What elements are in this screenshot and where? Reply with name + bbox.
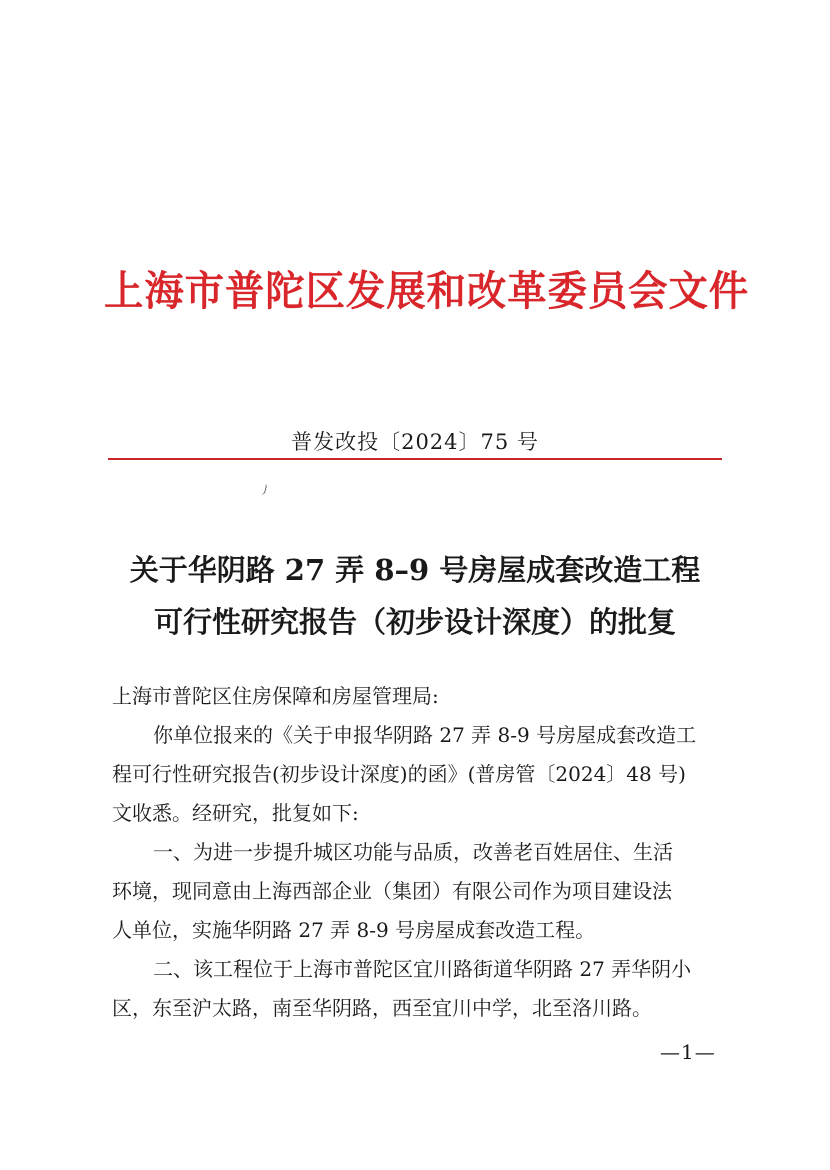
document-body	[112, 677, 718, 1028]
paragraph-3-line-1: 二、该工程位于上海市普陀区宜川路街道华阴路 27 弄华阴小	[153, 957, 692, 981]
document-title	[90, 544, 740, 648]
paragraph-3-line-2: 区，东至沪太路，南至华阴路，西至宜川中学，北至洛川路。	[112, 996, 652, 1020]
issuing-authority-header: 上海市普陀区发展和改革委员会文件	[104, 267, 750, 315]
document-title-line-2: 可行性研究报告（初步设计深度）的批复	[153, 605, 676, 639]
paragraph-2-line-3: 人单位，实施华阴路 27 弄 8-9 号房屋成套改造工程。	[112, 918, 596, 942]
paragraph-2-line-1: 一、为进一步提升城区功能与品质，改善老百姓居住、生活	[153, 840, 673, 864]
red-separator-rule	[108, 458, 722, 460]
paragraph-1-line-3: 文收悉。经研究，批复如下:	[112, 801, 359, 825]
paragraph-1-line-2: 程可行性研究报告(初步设计深度)的函》(普房管〔2024〕48 号)	[112, 762, 686, 786]
salutation: 上海市普陀区住房保障和房屋管理局:	[112, 684, 439, 708]
paragraph-2-line-2: 环境，现同意由上海西部企业（集团）有限公司作为项目建设法	[112, 879, 672, 903]
document-number: 普发改投〔2024〕75 号	[291, 430, 539, 454]
page-number: —1—	[660, 1040, 716, 1064]
paragraph-1-line-1: 你单位报来的《关于申报华阴路 27 弄 8-9 号房屋成套改造工	[153, 723, 697, 747]
stray-pen-mark	[261, 484, 268, 496]
document-title-line-1: 关于华阴路 27 弄 8–9 号房屋成套改造工程	[129, 553, 701, 587]
